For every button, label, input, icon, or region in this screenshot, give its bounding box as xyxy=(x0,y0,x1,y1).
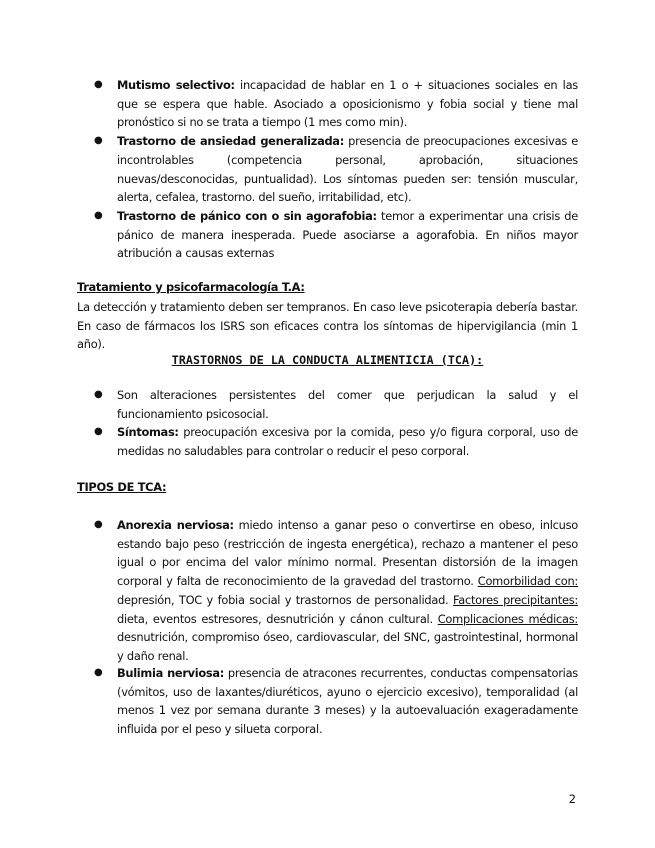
list-item xyxy=(0,664,578,739)
term-bulimia: Bulimia nerviosa: xyxy=(117,666,225,680)
list-item xyxy=(0,207,578,263)
anorexia-list xyxy=(0,516,655,666)
definition-text: depresión, TOC y fobia social y trastornos de personalidad. xyxy=(117,592,453,607)
definition-text: desnutrición, compromiso óseo, cardiovascular, del SNC, gastrointestinal, hormonal y daño renal. xyxy=(117,630,578,663)
tratamiento-paragraph: La detección y tratamiento deben ser tempranos. En caso leve psicoterapia debería bastar. En caso de fármacos los ISRS son eficaces contra los síntomas de hipervigilancia (min 1 año). xyxy=(77,300,578,352)
term-tag: Trastorno de ansiedad generalizada: xyxy=(117,134,344,149)
bullet-icon: ● xyxy=(94,426,103,438)
term-anorexia: Anorexia nerviosa: xyxy=(117,518,234,532)
definition-text: presencia de preocupaciones excesivas e incontrolables (competencia personal, aprobación, situaciones nuevas/desconocidas, puntualidad). Los síntomas pueden ser: tensión muscular, alerta, cefalea, trastorno. del sueño, irritabilidad, etc). xyxy=(117,134,578,205)
term-sintomas: Síntomas: xyxy=(117,425,179,440)
bullet-icon: ● xyxy=(94,667,103,678)
definition-text: Son alteraciones persistentes del comer que perjudican la salud y el funcionamiento psicosocial. xyxy=(117,388,578,421)
list-item xyxy=(0,76,578,132)
definition-text: preocupación excesiva por la comida, peso y/o figura corporal, uso de medidas no saludables para controlar o reducir el peso corporal. xyxy=(117,425,578,459)
list-item xyxy=(0,423,578,460)
list-item xyxy=(0,132,578,207)
factores-label: Factores precipitantes: xyxy=(452,592,578,607)
definition-text: miedo intenso a ganar peso o convertirse en obeso, inlcuso estando bajo peso (restricción de ingesta energética), rechazo a mantener el peso igual o por encima del valor mínimo normal. Presentan distorsión de la imagen corporal y falta de reconocimiento de la gravedad del trastorno. xyxy=(117,518,578,589)
bullet-icon: ● xyxy=(94,209,103,221)
bullet-icon: ● xyxy=(94,135,103,147)
tipos-heading: TIPOS DE TCA: xyxy=(77,480,167,494)
section-title: TRASTORNOS DE LA CONDUCTA ALIMENTICIA (TCA): xyxy=(171,353,484,367)
comorbilidad-label: Comorbilidad con: xyxy=(477,574,579,589)
list-item xyxy=(0,516,578,666)
bulimia-list xyxy=(0,664,655,739)
bullet-icon: ● xyxy=(94,79,103,90)
definition-text: incapacidad de hablar en 1 o + situaciones sociales en las que se espera que hable. Asociado a oposicionismo y fobia social y tiene mal pronóstico si no se trata a tiempo (1 mes como min). xyxy=(117,78,578,130)
bullet-icon: ● xyxy=(94,389,103,400)
bullet-icon: ● xyxy=(94,519,103,530)
tratamiento-heading: Tratamiento y psicofarmacología T.A: xyxy=(77,280,305,294)
list-item xyxy=(0,386,578,423)
definition-text: presencia de atracones recurrentes, conductas compensatorias (vómitos, uso de laxantes/diuréticos, ayuno o ejercicio excesivo), temporalidad (al menos 1 vez por semana durante 3 meses) y la autoevaluación exageradamente influida por el peso y silueta corporal. xyxy=(117,666,578,737)
term-mutismo: Mutismo selectivo: xyxy=(117,78,235,92)
tca-intro-list xyxy=(0,386,655,461)
anxiety-disorders-list xyxy=(0,76,655,263)
page-number: 2 xyxy=(568,792,576,806)
definition-text: temor a experimentar una crisis de pánico de manera inesperada. Puede asociarse a agorafobia. En niños mayor atribución a causas externas xyxy=(117,208,578,261)
term-panico: Trastorno de pánico con o sin agorafobia: xyxy=(117,208,377,223)
complicaciones-label: Complicaciones médicas: xyxy=(437,611,578,626)
definition-text: dieta, eventos estresores, desnutrición y cánon cultural. xyxy=(117,611,438,626)
